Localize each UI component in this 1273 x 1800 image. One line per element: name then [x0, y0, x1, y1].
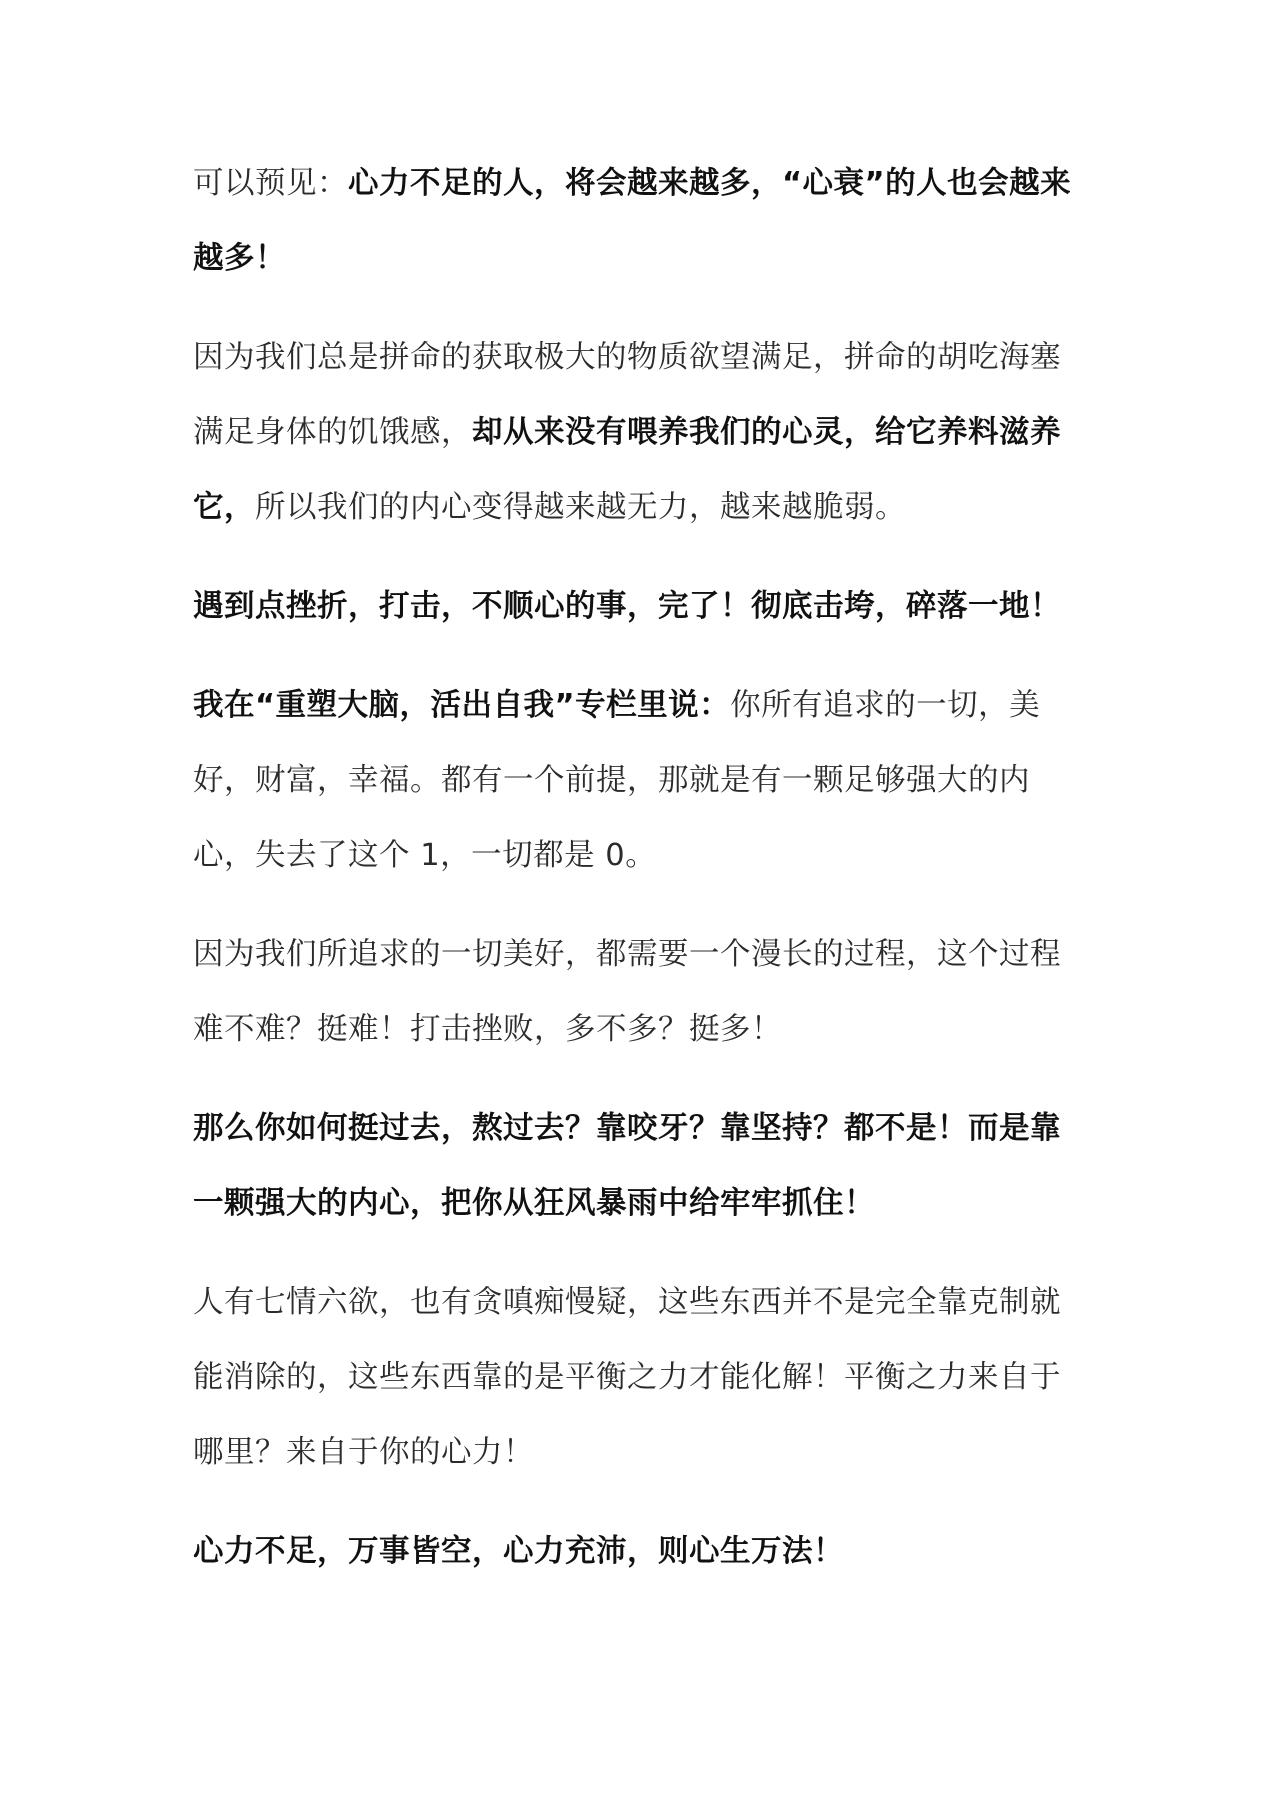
- run-normal: 因为我们总是拼命的获取极大的物质欲望满足，拼命的胡吃海塞满足身体的饥饿感，: [193, 340, 1061, 450]
- paragraph-8: [193, 1514, 1085, 1589]
- paragraph-6: [193, 1091, 1085, 1241]
- run-bold: 遇到点挫折，打击，不顺心的事，完了！彻底击垮，碎落一地！: [193, 589, 1061, 624]
- run-normal: 因为我们所追求的一切美好，都需要一个漫长的过程，这个过程难不难？挺难！打击挫败，多不多？挺多！: [193, 937, 1061, 1047]
- run-bold: 心力不足，万事皆空，心力充沛，则心生万法！: [193, 1534, 844, 1569]
- article-body: [193, 146, 1085, 1589]
- run-bold: 那么你如何挺过去，熬过去？靠咬牙？靠坚持？都不是！而是靠一颗强大的内心，把你从狂风暴雨中给牢牢抓住！: [193, 1111, 1061, 1221]
- run-normal: 可以预见：: [193, 166, 348, 201]
- run-bold: 却从来没有喂养我们的心灵，给它养料滋养它，: [193, 415, 1061, 525]
- paragraph-1: [193, 146, 1085, 296]
- run-bold: 我在“重塑大脑，活出自我”专栏里说：: [193, 688, 731, 723]
- run-normal: 所以我们的内心变得越来越无力，越来越脆弱。: [255, 490, 906, 525]
- run-normal: 人有七情六欲，也有贪嗔痴慢疑，这些东西并不是完全靠克制就能消除的，这些东西靠的是平衡之力才能化解！平衡之力来自于哪里？来自于你的心力！: [193, 1285, 1061, 1470]
- run-bold: 心力不足的人，将会越来越多，“心衰”的人也会越来越多！: [193, 166, 1072, 276]
- paragraph-3: [193, 569, 1085, 644]
- paragraph-4: [193, 668, 1085, 893]
- paragraph-5: [193, 917, 1085, 1067]
- paragraph-2: [193, 320, 1085, 545]
- run-normal: 你所有追求的一切，美好，财富，幸福。都有一个前提，那就是有一颗足够强大的内心，失去了这个 1，一切都是 0。: [193, 688, 1041, 873]
- paragraph-7: [193, 1265, 1085, 1490]
